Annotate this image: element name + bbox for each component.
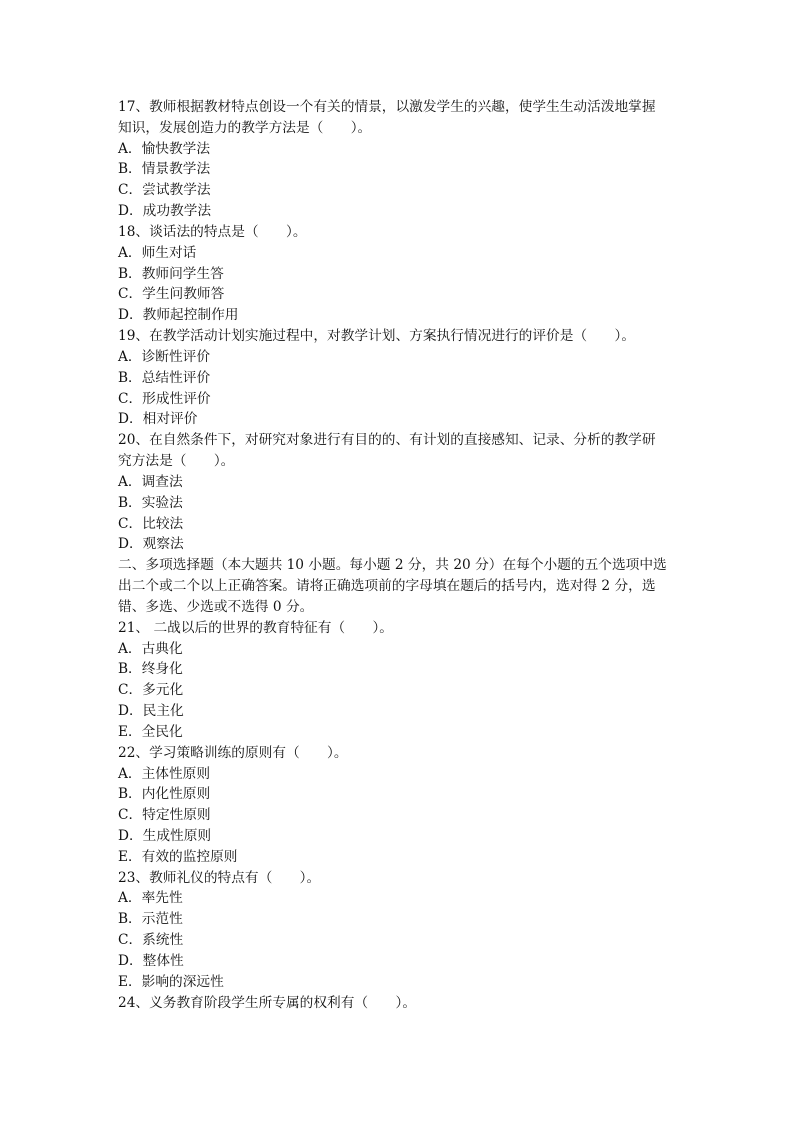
text-line: 20、在自然条件下，对研究对象进行有目的的、有计划的直接感知、记录、分析的教学研	[118, 432, 656, 449]
text-line: E．有效的监控原则	[118, 848, 238, 865]
text-line: C．形成性评价	[118, 390, 211, 407]
text-line: C．系统性	[118, 932, 184, 949]
text-line: E．影响的深远性	[118, 973, 224, 990]
text-line: A．主体性原则	[118, 765, 211, 782]
text-line: D．民主化	[118, 703, 184, 720]
text-line: B．终身化	[118, 661, 183, 678]
text-line: 知识，发展创造力的教学方法是（ ）。	[118, 119, 372, 136]
text-line: 21、 二战以后的世界的教育特征有（ ）。	[118, 619, 393, 636]
text-line: 23、教师礼仪的特点有（ ）。	[118, 869, 321, 886]
text-line: C．多元化	[118, 682, 184, 699]
text-line: A．师生对话	[118, 244, 197, 261]
text-line: D．教师起控制作用	[118, 307, 239, 324]
text-line: 18、谈话法的特点是（ ）。	[118, 223, 307, 240]
text-line: B．情景教学法	[118, 161, 211, 178]
text-line: C．比较法	[118, 515, 184, 532]
text-line: C．尝试教学法	[118, 182, 211, 199]
text-line: 二、多项选择题（本大题共 10 小题。每小题 2 分，共 20 分）在每个小题的五个选项中选	[118, 557, 667, 574]
text-line: B．教师问学生答	[118, 265, 224, 282]
text-line: B．示范性	[118, 911, 183, 928]
text-line: A．调查法	[118, 473, 183, 490]
text-line: 究方法是（ ）。	[118, 453, 235, 470]
text-line: 19、在教学活动计划实施过程中，对教学计划、方案执行情况进行的评价是（ ）。	[118, 328, 636, 345]
text-line: B．实验法	[118, 494, 183, 511]
text-line: D．生成性原则	[118, 827, 212, 844]
text-line: D．观察法	[118, 536, 184, 553]
text-line: 出二个或二个以上正确答案。请将正确选项前的字母填在题后的括号内，选对得 2 分，选	[118, 578, 656, 595]
text-line: C．特定性原则	[118, 807, 211, 824]
text-line: A．愉快教学法	[118, 140, 211, 157]
text-line: A．诊断性评价	[118, 348, 211, 365]
text-line: A．率先性	[118, 890, 183, 907]
text-line: B．内化性原则	[118, 786, 211, 803]
text-line: D．相对评价	[118, 411, 198, 428]
text-line: A．古典化	[118, 640, 183, 657]
document-page	[118, 97, 698, 1013]
text-line: 17、教师根据教材特点创设一个有关的情景，以激发学生的兴趣，使学生生动活泼地掌握	[118, 99, 656, 115]
text-line: 错、多选、少选或不选得 0 分。	[118, 598, 314, 615]
text-line: C．学生问教师答	[118, 286, 225, 303]
text-line: B．总结性评价	[118, 369, 211, 386]
text-line: D．成功教学法	[118, 203, 212, 220]
text-line: 24、义务教育阶段学生所专属的权利有（ ）。	[118, 994, 417, 1011]
text-line: 22、学习策略训练的原则有（ ）。	[118, 744, 348, 761]
text-line: E．全民化	[118, 723, 183, 740]
text-line: D．整体性	[118, 952, 184, 969]
